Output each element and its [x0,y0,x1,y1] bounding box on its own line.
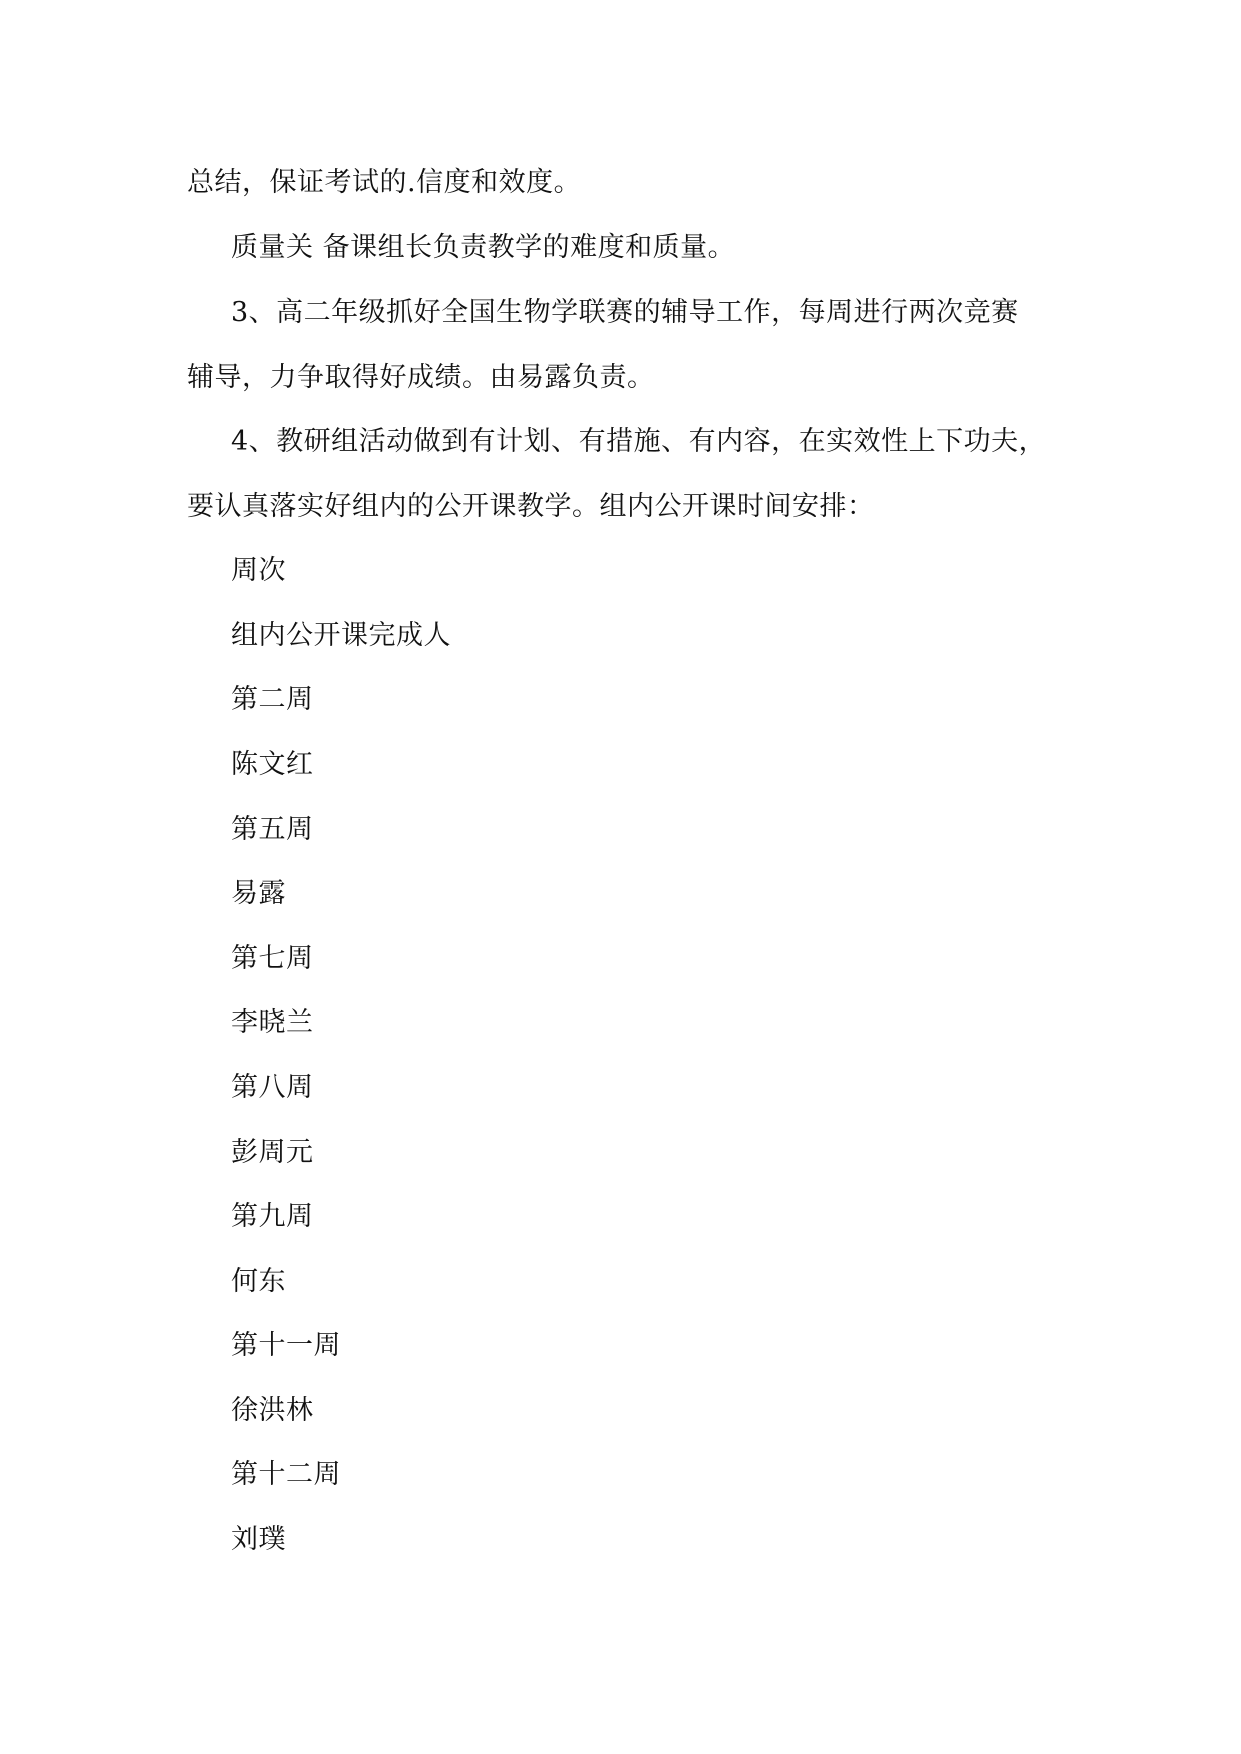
paragraph-line: 要认真落实好组内的公开课教学。组内公开课时间安排： [187,491,875,522]
paragraph-line: 辅导，力争取得好成绩。由易露负责。 [187,362,655,393]
schedule-week: 第九周 [231,1201,314,1232]
schedule-teacher: 李晓兰 [231,1007,314,1038]
schedule-teacher: 陈文红 [231,749,314,780]
schedule-teacher: 何东 [231,1266,286,1297]
schedule-week: 第五周 [231,814,314,845]
schedule-week: 第二周 [231,684,314,715]
schedule-week: 第八周 [231,1072,314,1103]
schedule-header-teacher: 组内公开课完成人 [231,620,451,651]
paragraph-line: 3、高二年级抓好全国生物学联赛的辅导工作，每周进行两次竞赛 [231,297,1019,328]
schedule-teacher: 刘璞 [231,1524,286,1555]
schedule-teacher: 徐洪林 [231,1395,314,1426]
schedule-header-week: 周次 [231,555,286,586]
schedule-teacher: 彭周元 [231,1137,314,1168]
schedule-week: 第七周 [231,943,314,974]
paragraph-line: 质量关 备课组长负责教学的难度和质量。 [231,232,736,263]
schedule-teacher: 易露 [231,878,286,909]
schedule-week: 第十一周 [231,1330,341,1361]
paragraph-line: 4、教研组活动做到有计划、有措施、有内容，在实效性上下功夫， [231,426,1047,457]
schedule-week: 第十二周 [231,1459,341,1490]
paragraph-line: 总结，保证考试的.信度和效度。 [187,167,582,198]
